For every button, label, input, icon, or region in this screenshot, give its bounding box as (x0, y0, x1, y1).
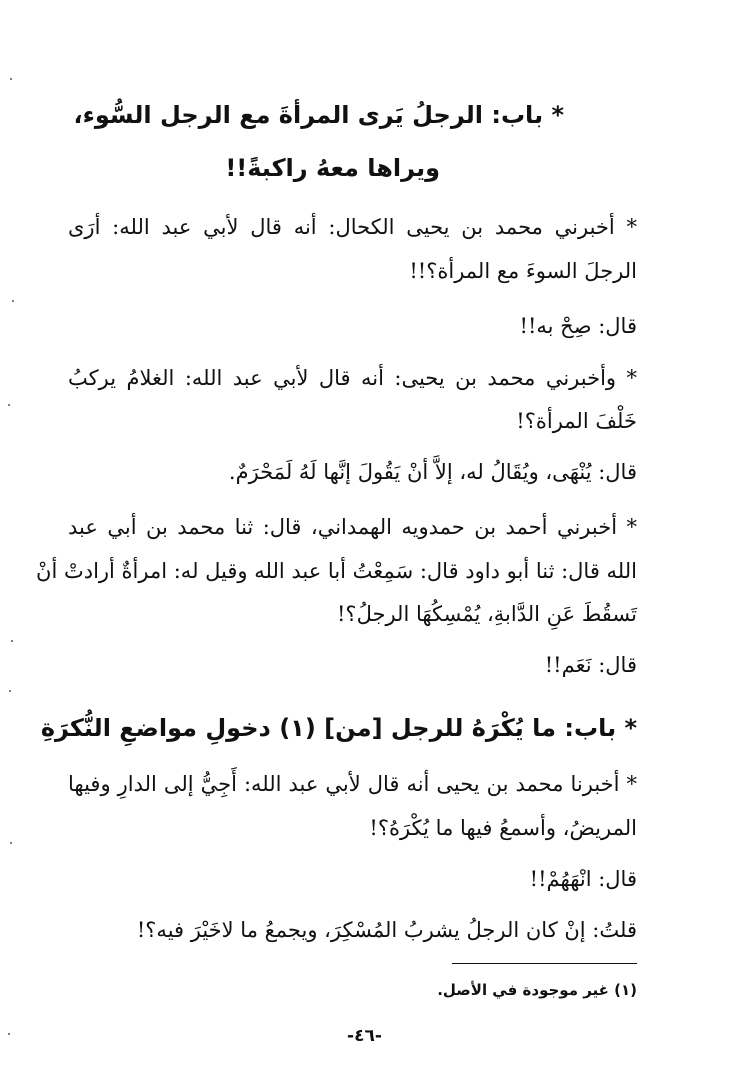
scan-speck (12, 300, 14, 302)
text-line: خَلْفَ المرأة؟! (516, 409, 637, 433)
footnote: (١) غير موجودة في الأصل. (437, 981, 637, 999)
section-heading: * باب: ما يُكْرَهُ للرجل [من] (١) دخولِ مواضعِ النُّكرَةِ (40, 714, 637, 742)
text-line: قلتُ: إنْ كان الرجلُ يشربُ المُسْكِرَ، ويجمعُ ما لاخَيْرَ فيه؟! (136, 918, 637, 942)
chapter-heading-line-2: ويراها معهُ راكبةً!! (225, 154, 440, 182)
text-line: الرجلَ السوءَ مع المرأة؟!! (409, 259, 637, 283)
scan-speck (9, 690, 11, 692)
text-line: * أخبرنا محمد بن يحيى أنه قال لأبي عبد الله: أَجِيُّ إلى الدارِ وفيها (68, 772, 637, 796)
scan-speck (8, 404, 10, 406)
text-line: * أخبرني أحمد بن حمدويه الهمداني، قال: ثنا محمد بن أبي عبد (68, 515, 637, 539)
footnote-divider (452, 963, 637, 964)
text-line: * أخبرني محمد بن يحيى الكحال: أنه قال لأبي عبد الله: أرَى (68, 215, 637, 239)
scan-speck (10, 78, 12, 80)
text-line: * وأخبرني محمد بن يحيى: أنه قال لأبي عبد الله: الغلامُ يركبُ (68, 366, 637, 390)
chapter-heading-line-1: * باب: الرجلُ يَرى المرأةَ مع الرجل السُّوء، (73, 101, 564, 129)
text-line: المريضُ، وأسمعُ فيها ما يُكْرَهُ؟! (369, 816, 637, 840)
text-line: قال: يُنْهَى، ويُقَالُ له، إلاَّ أنْ يَقُولَ إنَّها لَهُ لَمَحْرَمٌ. (228, 460, 637, 484)
text-line: الله قال: ثنا أبو داود قال: سَمِعْتُ أبا عبد الله وقيل له: امرأةٌ أرادتْ أنْ (36, 559, 637, 583)
text-line: تَسقُطَ عَنِ الدَّابةِ، يُمْسِكُهَا الرجلُ؟! (336, 602, 637, 626)
text-line: قال: انْهَهُمْ!! (529, 867, 637, 891)
text-line: قال: صِحْ به!! (519, 314, 637, 338)
text-line: قال: نَعَم!! (544, 653, 637, 677)
scan-speck (10, 842, 12, 844)
page-number: -٤٦- (347, 1026, 382, 1046)
scan-speck (8, 1033, 10, 1035)
scan-speck (11, 640, 13, 642)
